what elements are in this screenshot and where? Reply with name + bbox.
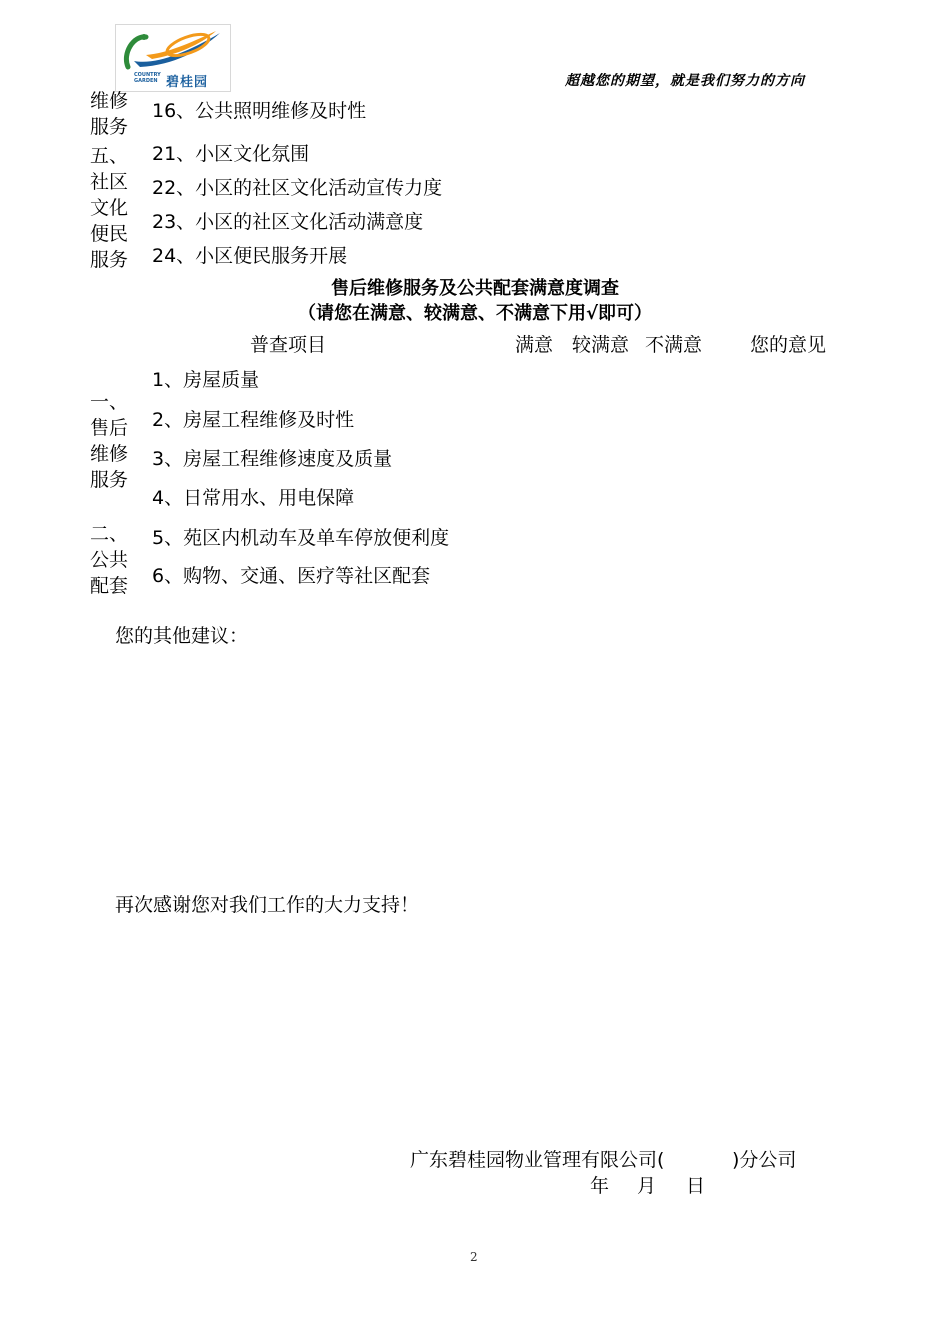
date-year-label: 年 [590,1175,610,1197]
header-slogan: 超越您的期望，就是我们努力的方向 [565,73,805,89]
category-tail-label: 维修 服务 [90,90,129,138]
company-logo [115,24,231,92]
logo-en-text: COUNTRY GARDEN [134,72,161,84]
survey-item: 23、小区的社区文化活动满意度 [152,211,424,233]
company-prefix: 广东碧桂园物业管理有限公司( [410,1149,665,1171]
survey-item: 21、小区文化氛围 [152,143,310,165]
page-number: 2 [470,1250,478,1264]
column-header-opinion: 您的意见 [750,334,827,356]
survey-subtitle: （请您在满意、较满意、不满意下用√即可） [297,303,652,324]
thanks-text: 再次感谢您对我们工作的大力支持！ [115,894,420,916]
survey-item: 22、小区的社区文化活动宣传力度 [152,177,443,199]
company-suffix: )分公司 [732,1149,797,1171]
category-2-label: 二、 公共 配套 [90,523,129,597]
survey-title: 售后维修服务及公共配套满意度调查 [331,278,619,299]
logo-name: 碧桂园 [166,75,209,90]
column-header-fairly-satisfied: 较满意 [572,334,630,356]
survey-item: 3、房屋工程维修速度及质量 [152,448,393,470]
date-month-label: 月 [637,1175,657,1197]
category-5-label: 五、 社区 文化 便民 服务 [90,145,129,271]
column-header-unsatisfied: 不满意 [645,334,703,356]
column-header-satisfied: 满意 [515,334,554,356]
survey-item: 1、房屋质量 [152,369,260,391]
survey-item: 16、公共照明维修及时性 [152,100,367,122]
suggestion-label: 您的其他建议： [115,625,249,647]
column-header-item: 普查项目 [250,334,327,356]
survey-item: 5、苑区内机动车及单车停放便利度 [152,527,450,549]
date-day-label: 日 [686,1175,706,1197]
survey-item: 4、日常用水、用电保障 [152,487,355,509]
survey-item: 24、小区便民服务开展 [152,245,348,267]
survey-item: 6、购物、交通、医疗等社区配套 [152,565,431,587]
category-1-label: 一、 售后 维修 服务 [90,391,129,491]
survey-item: 2、房屋工程维修及时性 [152,409,355,431]
